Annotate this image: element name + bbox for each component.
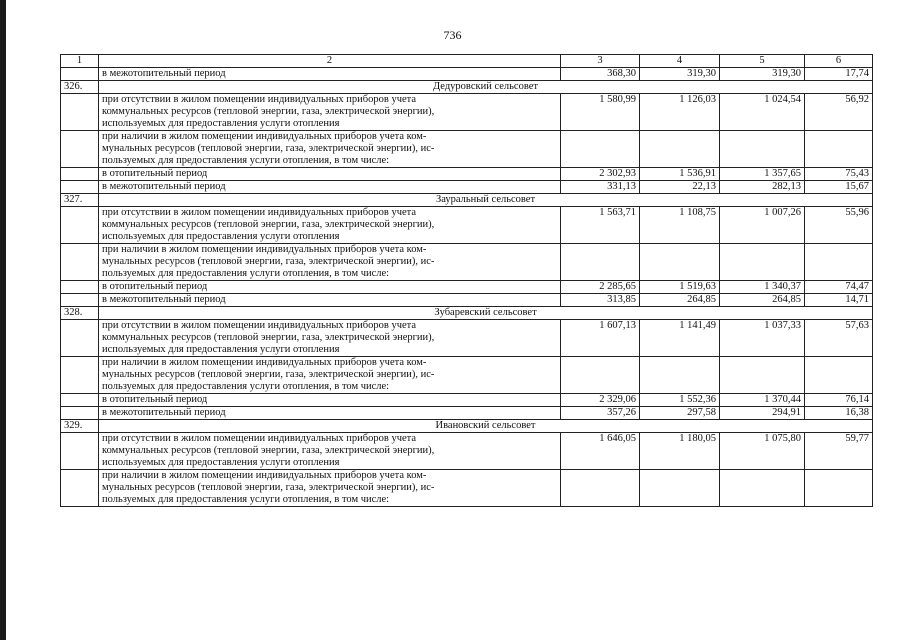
value-c5: 1 037,33 — [720, 320, 805, 357]
value-c5: 294,91 — [720, 407, 805, 420]
value-c4: 1 536,91 — [640, 168, 720, 181]
value-c3: 1 646,05 — [561, 433, 640, 470]
value-c6: 56,92 — [805, 94, 873, 131]
value-c5: 264,85 — [720, 294, 805, 307]
tariff-table-body — [61, 55, 873, 507]
row-number: 327. — [61, 194, 99, 207]
section-title-row — [61, 420, 873, 433]
row-number — [61, 181, 99, 194]
description-line: мунальных ресурсов (тепловой энергии, газа, электрической энергии), ис- — [102, 369, 435, 380]
description-line: при наличии в жилом помещении индивидуальных приборов учета ком- — [102, 131, 427, 142]
description-line: коммунальных ресурсов (тепловой энергии, газа, электрической энергии), — [102, 445, 435, 456]
description-line: при наличии в жилом помещении индивидуальных приборов учета ком- — [102, 357, 427, 368]
value-c5: 319,30 — [720, 68, 805, 81]
description-line: пользуемых для предоставления услуги отопления, в том числе: — [102, 155, 390, 166]
value-c5 — [720, 470, 805, 507]
value-c5 — [720, 357, 805, 394]
value-c6: 17,74 — [805, 68, 873, 81]
description-line: в межотопительный период — [102, 68, 226, 79]
row-description — [99, 394, 561, 407]
row-description — [99, 94, 561, 131]
value-c5: 1 370,44 — [720, 394, 805, 407]
page-number: 736 — [443, 28, 462, 42]
value-c4: 297,58 — [640, 407, 720, 420]
value-c3: 357,26 — [561, 407, 640, 420]
table-row — [61, 470, 873, 507]
page-edge-bar — [0, 0, 6, 640]
value-c4: 1 126,03 — [640, 94, 720, 131]
table-row — [61, 244, 873, 281]
value-c3: 2 285,65 — [561, 281, 640, 294]
row-number — [61, 281, 99, 294]
row-number — [61, 68, 99, 81]
description-line: пользуемых для предоставления услуги отопления, в том числе: — [102, 381, 390, 392]
row-description — [99, 470, 561, 507]
description-line: при наличии в жилом помещении индивидуальных приборов учета ком- — [102, 244, 427, 255]
value-c5: 1 024,54 — [720, 94, 805, 131]
value-c3: 1 563,71 — [561, 207, 640, 244]
column-number-2: 2 — [99, 55, 561, 68]
row-description — [99, 433, 561, 470]
value-c3: 1 580,99 — [561, 94, 640, 131]
value-c3: 1 607,13 — [561, 320, 640, 357]
value-c6 — [805, 131, 873, 168]
value-c6: 75,43 — [805, 168, 873, 181]
description-line: при отсутствии в жилом помещении индивидуальных приборов учета — [102, 207, 417, 218]
value-c6: 15,67 — [805, 181, 873, 194]
value-c3: 313,85 — [561, 294, 640, 307]
row-number — [61, 294, 99, 307]
description-line: используемых для предоставления услуги отопления — [102, 118, 340, 129]
section-title: Дедуровский сельсовет — [99, 81, 873, 94]
table-row — [61, 131, 873, 168]
description-line: при отсутствии в жилом помещении индивидуальных приборов учета — [102, 433, 417, 444]
value-c6: 59,77 — [805, 433, 873, 470]
row-number: 329. — [61, 420, 99, 433]
description-line: в отопительный период — [102, 394, 208, 405]
value-c6 — [805, 470, 873, 507]
section-title: Ивановский сельсовет — [99, 420, 873, 433]
value-c4: 1 108,75 — [640, 207, 720, 244]
value-c4: 264,85 — [640, 294, 720, 307]
row-description — [99, 357, 561, 394]
description-line: мунальных ресурсов (тепловой энергии, газа, электрической энергии), ис- — [102, 256, 435, 267]
description-line: при наличии в жилом помещении индивидуальных приборов учета ком- — [102, 470, 427, 481]
description-line: в межотопительный период — [102, 407, 226, 418]
section-title-row — [61, 194, 873, 207]
description-line: мунальных ресурсов (тепловой энергии, газа, электрической энергии), ис- — [102, 482, 435, 493]
table-row — [61, 181, 873, 194]
section-title: Зубаревский сельсовет — [99, 307, 873, 320]
column-number-1: 1 — [61, 55, 99, 68]
value-c4: 319,30 — [640, 68, 720, 81]
description-line: при отсутствии в жилом помещении индивидуальных приборов учета — [102, 320, 417, 331]
value-c3: 331,13 — [561, 181, 640, 194]
value-c5: 1 340,37 — [720, 281, 805, 294]
table-row — [61, 320, 873, 357]
value-c4: 1 552,36 — [640, 394, 720, 407]
description-line: коммунальных ресурсов (тепловой энергии, газа, электрической энергии), — [102, 106, 435, 117]
description-line: мунальных ресурсов (тепловой энергии, газа, электрической энергии), ис- — [102, 143, 435, 154]
row-number: 328. — [61, 307, 99, 320]
value-c6: 76,14 — [805, 394, 873, 407]
description-line: пользуемых для предоставления услуги отопления, в том числе: — [102, 494, 390, 505]
value-c4 — [640, 470, 720, 507]
value-c4: 1 180,05 — [640, 433, 720, 470]
description-line: используемых для предоставления услуги отопления — [102, 344, 340, 355]
row-number: 326. — [61, 81, 99, 94]
value-c3: 2 329,06 — [561, 394, 640, 407]
description-line: пользуемых для предоставления услуги отопления, в том числе: — [102, 268, 390, 279]
row-number — [61, 207, 99, 244]
row-description — [99, 68, 561, 81]
value-c5: 282,13 — [720, 181, 805, 194]
description-line: в отопительный период — [102, 168, 208, 179]
description-line: используемых для предоставления услуги отопления — [102, 231, 340, 242]
value-c5: 1 007,26 — [720, 207, 805, 244]
description-line: используемых для предоставления услуги отопления — [102, 457, 340, 468]
value-c6 — [805, 357, 873, 394]
column-number-5: 5 — [720, 55, 805, 68]
value-c5 — [720, 131, 805, 168]
description-line: в межотопительный период — [102, 294, 226, 305]
table-row — [61, 407, 873, 420]
table-row — [61, 68, 873, 81]
row-number — [61, 407, 99, 420]
row-description — [99, 181, 561, 194]
table-row — [61, 357, 873, 394]
value-c4 — [640, 244, 720, 281]
row-number — [61, 131, 99, 168]
row-number — [61, 320, 99, 357]
description-line: коммунальных ресурсов (тепловой энергии, газа, электрической энергии), — [102, 219, 435, 230]
value-c5: 1 357,65 — [720, 168, 805, 181]
description-line: при отсутствии в жилом помещении индивидуальных приборов учета — [102, 94, 417, 105]
table-row — [61, 94, 873, 131]
column-number-4: 4 — [640, 55, 720, 68]
table-row — [61, 168, 873, 181]
value-c6: 55,96 — [805, 207, 873, 244]
column-number-row — [61, 55, 873, 68]
description-line: коммунальных ресурсов (тепловой энергии, газа, электрической энергии), — [102, 332, 435, 343]
table-row — [61, 207, 873, 244]
section-title-row — [61, 81, 873, 94]
value-c4 — [640, 131, 720, 168]
row-number — [61, 394, 99, 407]
row-number — [61, 470, 99, 507]
row-description — [99, 207, 561, 244]
value-c6: 74,47 — [805, 281, 873, 294]
section-title-row — [61, 307, 873, 320]
value-c5: 1 075,80 — [720, 433, 805, 470]
value-c3 — [561, 131, 640, 168]
row-number — [61, 244, 99, 281]
table-row — [61, 281, 873, 294]
row-description — [99, 320, 561, 357]
tariff-table — [60, 54, 873, 507]
value-c3: 368,30 — [561, 68, 640, 81]
value-c4: 1 519,63 — [640, 281, 720, 294]
value-c4: 1 141,49 — [640, 320, 720, 357]
table-row — [61, 394, 873, 407]
row-description — [99, 168, 561, 181]
row-description — [99, 294, 561, 307]
value-c5 — [720, 244, 805, 281]
value-c3: 2 302,93 — [561, 168, 640, 181]
table-row — [61, 294, 873, 307]
row-description — [99, 407, 561, 420]
value-c6: 14,71 — [805, 294, 873, 307]
row-number — [61, 433, 99, 470]
value-c6: 16,38 — [805, 407, 873, 420]
table-row — [61, 433, 873, 470]
row-number — [61, 168, 99, 181]
row-number — [61, 357, 99, 394]
value-c6: 57,63 — [805, 320, 873, 357]
row-description — [99, 281, 561, 294]
row-number — [61, 94, 99, 131]
column-number-6: 6 — [805, 55, 873, 68]
value-c4: 22,13 — [640, 181, 720, 194]
value-c6 — [805, 244, 873, 281]
value-c4 — [640, 357, 720, 394]
value-c3 — [561, 357, 640, 394]
row-description — [99, 244, 561, 281]
value-c3 — [561, 470, 640, 507]
column-number-3: 3 — [561, 55, 640, 68]
value-c3 — [561, 244, 640, 281]
description-line: в отопительный период — [102, 281, 208, 292]
description-line: в межотопительный период — [102, 181, 226, 192]
row-description — [99, 131, 561, 168]
section-title: Зауральный сельсовет — [99, 194, 873, 207]
